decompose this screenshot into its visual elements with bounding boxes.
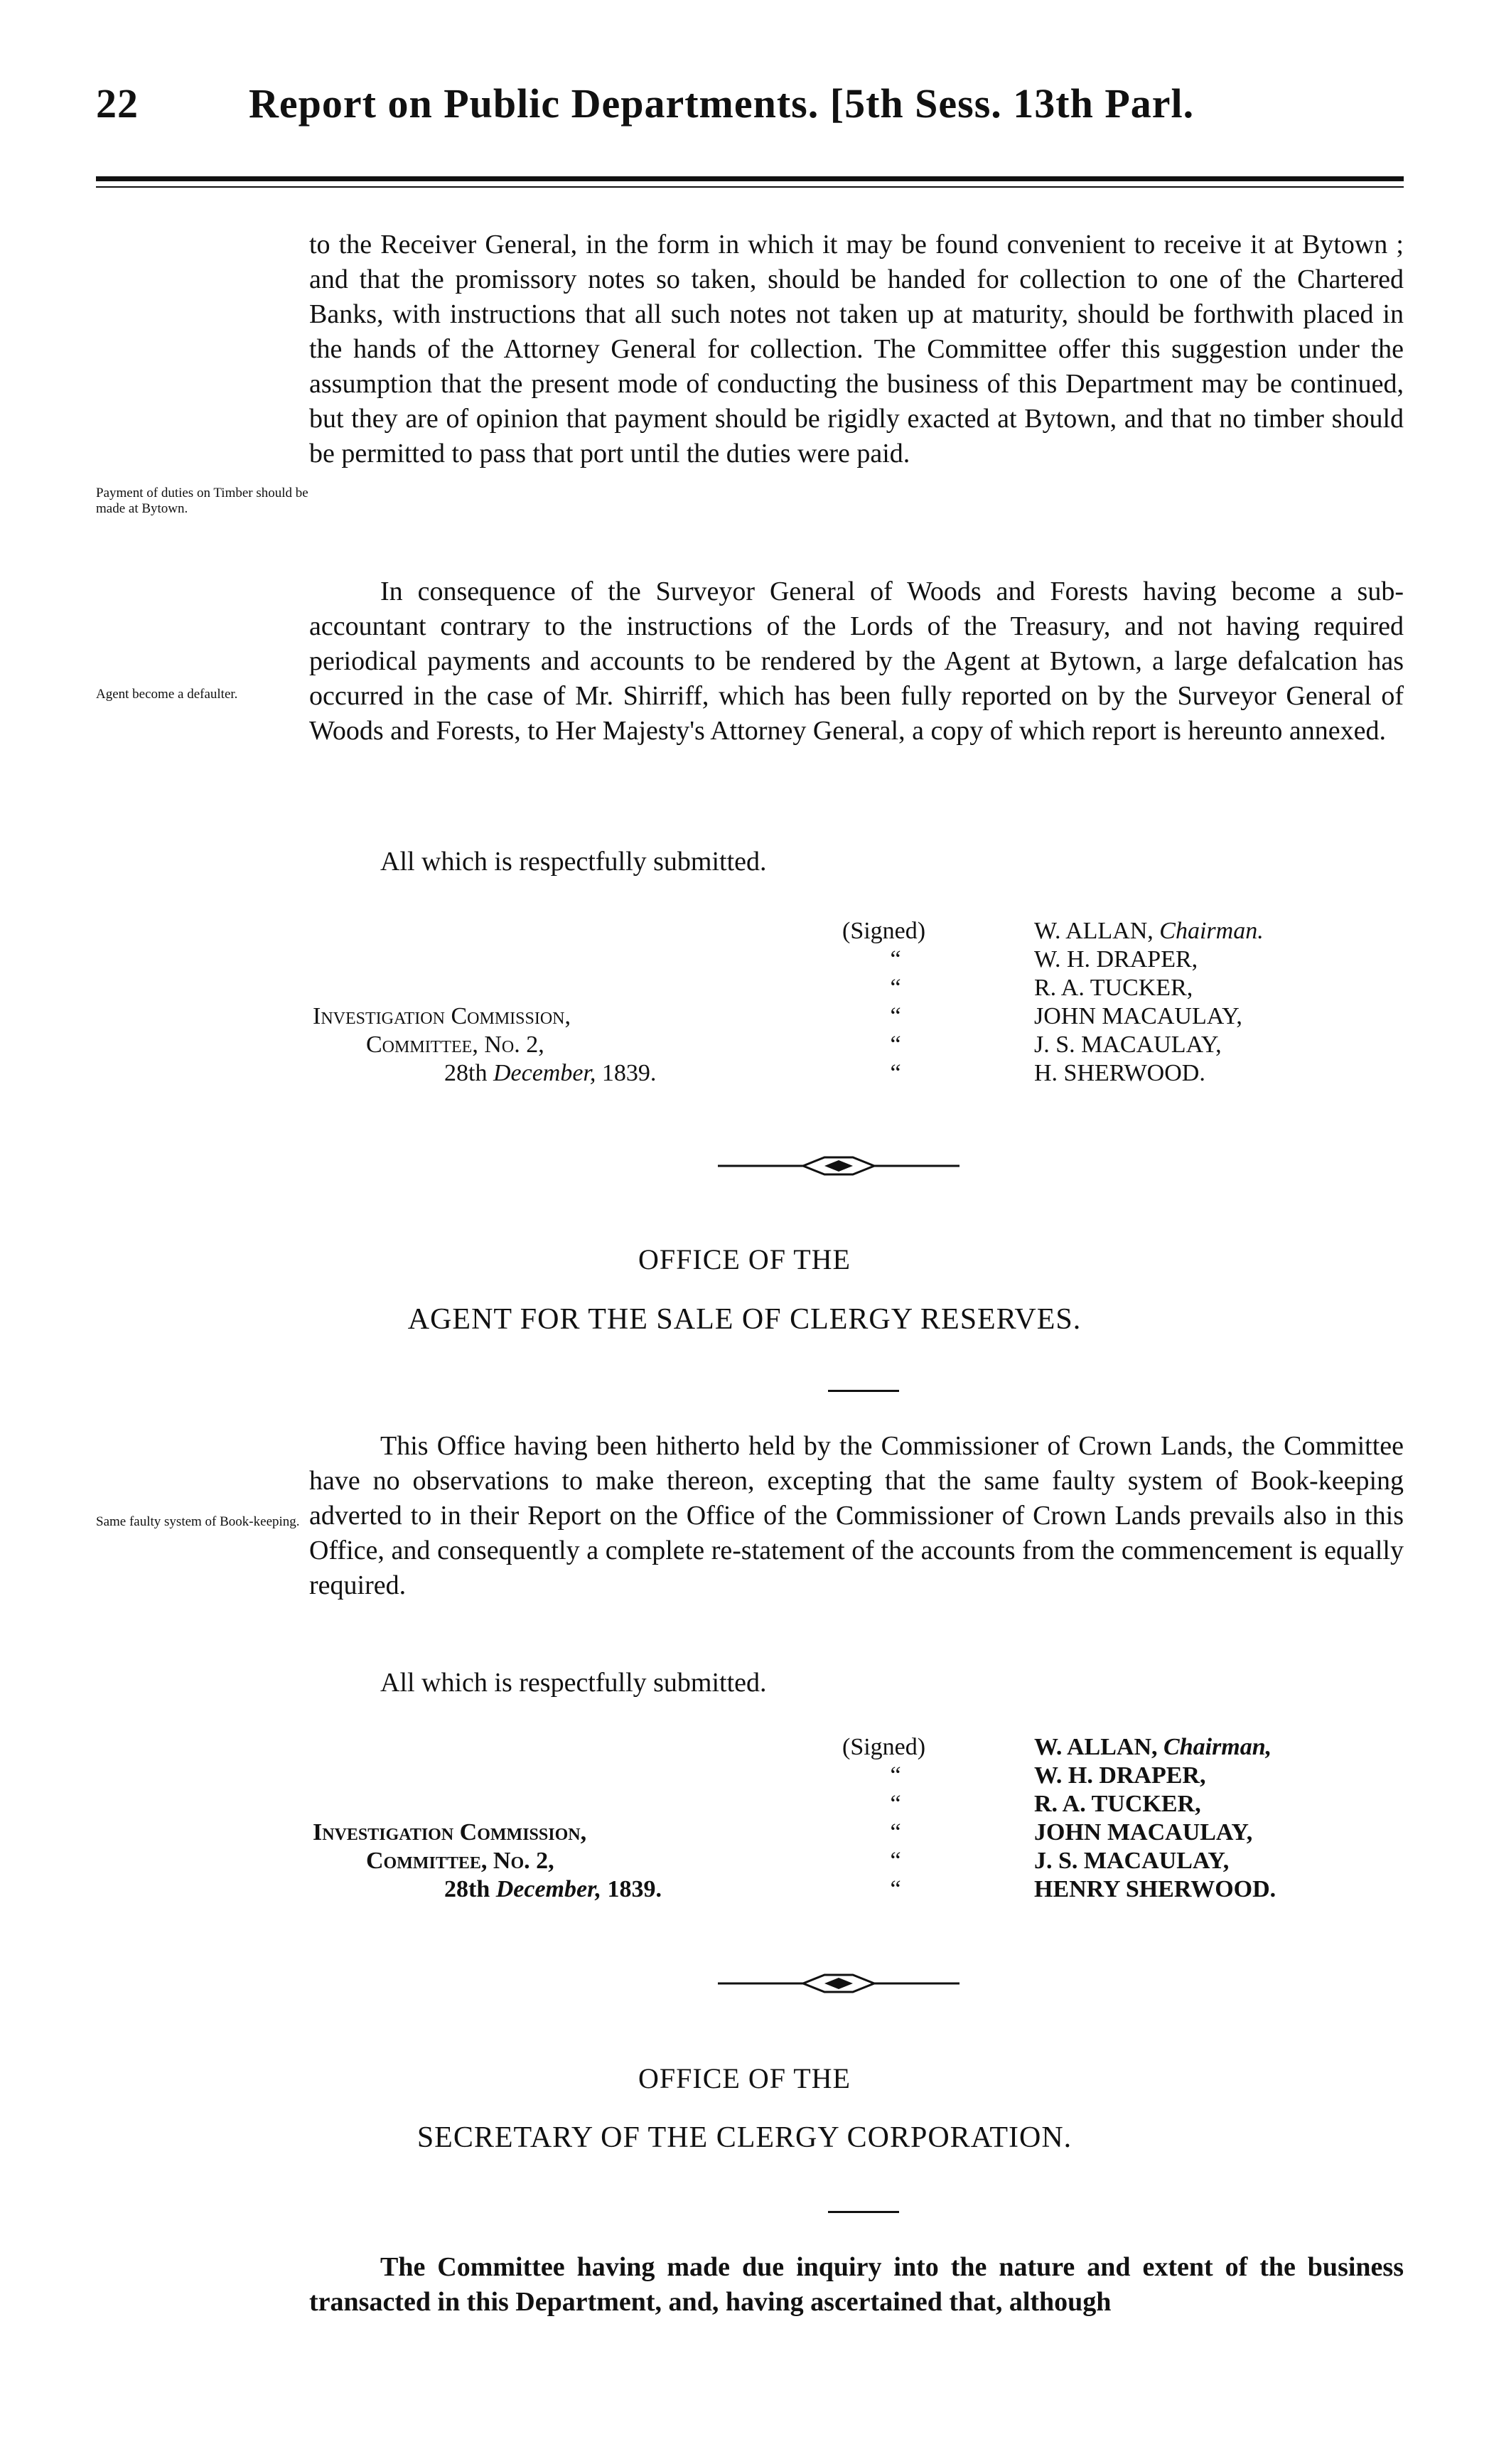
section1-submitted: All which is respectfully submitted.: [380, 847, 767, 877]
signatory: JOHN MACAULAY,: [1034, 1003, 1242, 1029]
page-number: 22: [96, 80, 139, 127]
section1-paragraph1: to the Receiver General, in the form in which it may be found convenient to receive it at Bytown ; and that the promissory notes so taken, should be handed for collection to one of the Chartered Banks, with instructions that all such notes not taken up at maturity, should be forthwith placed in the hands of the Attorney General for collection. The Committee offer this suggestion under the assumption that the present mode of conducting the business of this Department may be continued, but they are of opinion that payment should be rigidly exacted at Bytown, and that no timber should be permitted to pass that port until the duties were paid.: [309, 230, 1404, 468]
ornament-divider: [718, 1152, 959, 1180]
ornament-divider: [718, 1969, 959, 1998]
section2-signature-block: [0, 1733, 1489, 1918]
signatory: H. SHERWOOD.: [1034, 1060, 1205, 1086]
signatory: JOHN MACAULAY,: [1034, 1819, 1253, 1846]
section3-heading-line1: OFFICE OF THE: [638, 2062, 851, 2094]
section2-short-rule: [828, 1390, 899, 1392]
commission-dateline: Investigation Commission, Committee, No. 2, 28th December, 1839.: [313, 1819, 662, 1902]
signatory: HENRY SHERWOOD.: [1034, 1876, 1276, 1902]
commission-dateline: Investigation Commission, Committee, No. 2, 28th December, 1839.: [313, 1003, 657, 1086]
sidenote-agent-defaulter: Agent become a defaulter.: [96, 687, 238, 702]
ditto-marks: “ “ “ “ “: [890, 946, 901, 1086]
section3-heading-line2: SECRETARY OF THE CLERGY CORPORATION.: [416, 2121, 1073, 2154]
sidenote-payment-duties: Payment of duties on Timber should be made at Bytown.: [96, 486, 308, 516]
signatory: R. A. TUCKER,: [1034, 975, 1193, 1001]
signed-label: (Signed): [842, 918, 926, 944]
signatory: W. H. DRAPER,: [1034, 946, 1198, 973]
ditto-marks: “ “ “ “ “: [890, 1762, 901, 1902]
section3-paragraph: The Committee having made due inquiry into the nature and extent of the business transacted in this Department, and, having ascertained that, although: [309, 2252, 1404, 2317]
signatory-names: [1034, 917, 1264, 1088]
signatory: R. A. TUCKER,: [1034, 1791, 1201, 1817]
signatory: J. S. MACAULAY,: [1034, 1848, 1230, 1874]
header-rule-thin: [96, 186, 1404, 188]
section2-heading-line1: OFFICE OF THE: [638, 1243, 851, 1275]
signatory: W. ALLAN, Chairman.: [1034, 918, 1264, 944]
section2-paragraph: This Office having been hitherto held by the Commissioner of Crown Lands, the Committee have no observations to make thereon, excepting that the same faulty system of Book-keeping adverted to in their Report on the Office of the Commissioner of Crown Lands prevails also in this Office, and consequently a complete re-statement of the accounts from the commencement is equally required.: [309, 1431, 1404, 1600]
signed-label: (Signed): [842, 1734, 926, 1760]
section1-signature-block: [0, 917, 1489, 1102]
page-header: [96, 80, 1404, 144]
header-rule-thick: [96, 176, 1404, 181]
section2-submitted: All which is respectfully submitted.: [380, 1668, 767, 1698]
section2-heading-line2: AGENT FOR THE SALE OF CLERGY RESERVES.: [407, 1303, 1082, 1336]
section3-short-rule: [828, 2211, 899, 2213]
sidenote-faulty-system: Same faulty system of Book-keeping.: [96, 1514, 300, 1529]
signatory: J. S. MACAULAY,: [1034, 1032, 1222, 1058]
signatory-names: [1034, 1733, 1276, 1904]
signatory: W. ALLAN, Chairman,: [1034, 1734, 1272, 1760]
signatory: W. H. DRAPER,: [1034, 1762, 1206, 1789]
section1-paragraph2: In consequence of the Surveyor General of Woods and Forests having become a sub-accountant contrary to the instructions of the Lords of the Treasury, and not having required periodical payments and accounts to be rendered by the Agent at Bytown, a large defalcation has occurred in the case of Mr. Shirriff, which has been fully reported on by the Surveyor General of Woods and Forests, to Her Majesty's Attorney General, a copy of which report is hereunto annexed.: [309, 577, 1404, 746]
running-title: Report on Public Departments. [5th Sess. 13th Parl.: [249, 80, 1195, 127]
